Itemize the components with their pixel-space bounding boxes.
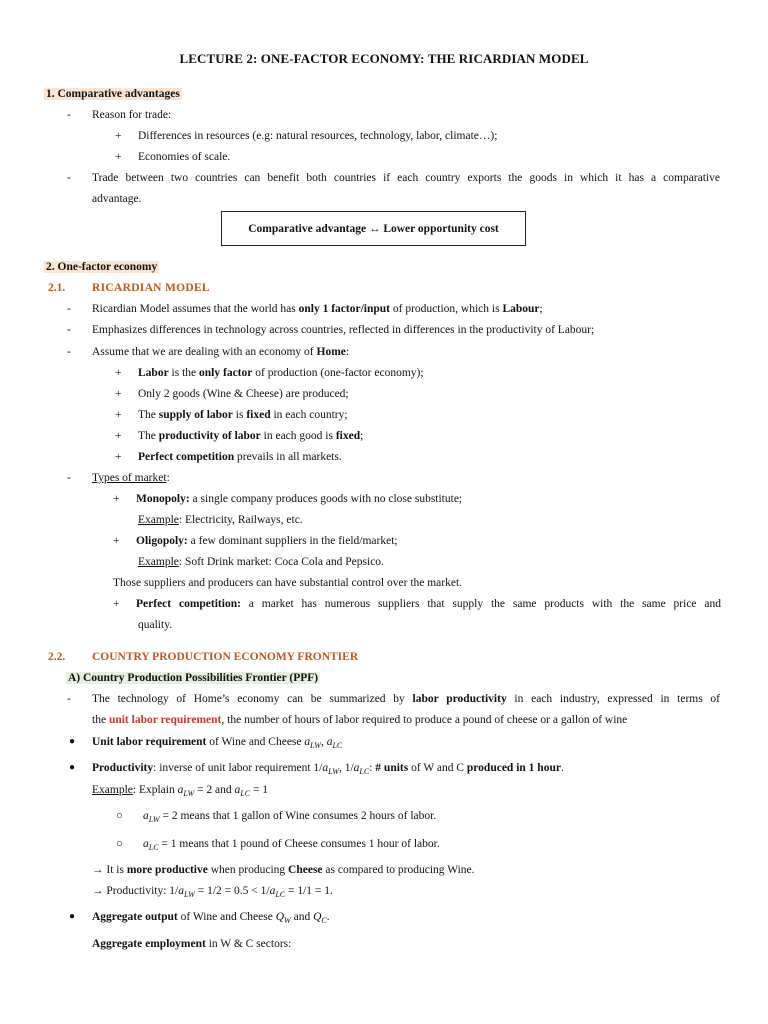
plus-bullet: +: [113, 598, 120, 610]
dash-bullet: -: [67, 693, 71, 705]
technology-differences: Emphasizes differences in technology across countries, reflected in differences in the productivity of Labour;: [92, 324, 595, 336]
section-1-heading: 1. Comparative advantages: [46, 88, 180, 100]
assumption-competition: Perfect competition prevails in all markets.: [138, 451, 342, 463]
market-control-note: Those suppliers and producers can have substantial control over the market.: [113, 577, 463, 589]
perfect-competition-definition-cont: quality.: [138, 619, 173, 631]
types-of-market: Types of market:: [92, 472, 170, 484]
subsection-2-1-title: RICARDIAN MODEL: [92, 282, 210, 294]
bullet-circle: ○: [116, 838, 123, 850]
ppf-heading: A) Country Production Possibilities Frontier (PPF): [68, 672, 319, 684]
productivity-example: Example: Explain $a_{LW} = 2$ and $a_{LC} = 1$: [92, 784, 269, 798]
perfect-competition-definition: Perfect competition: a market has numerous suppliers that supply the same products with the same price and: [136, 598, 721, 610]
plus-bullet: +: [115, 451, 122, 463]
subsection-2-1-number: 2.1.: [48, 282, 66, 294]
dash-bullet: -: [67, 172, 71, 184]
more-productive-cheese: → It is more productive when producing Cheese as compared to producing Wine.: [92, 864, 475, 876]
unit-labor-requirement-line: Unit labor requirement of Wine and Cheese $a_{LW}$, $a_{LC}$: [92, 736, 343, 750]
section-2-heading: 2. One-factor economy: [46, 261, 158, 273]
plus-bullet: +: [113, 493, 120, 505]
trade-benefit-line-1: Trade between two countries can benefit both countries if each country exports the goods in which it has a comparative: [92, 172, 720, 184]
alw-explanation: $a_{LW} = 2$ means that 1 gallon of Wine consumes 2 hours of labor.: [143, 810, 437, 824]
plus-bullet: +: [115, 130, 122, 142]
monopoly-example: Example: Electricity, Railways, etc.: [138, 514, 303, 526]
bullet-circle: ○: [116, 810, 123, 822]
dash-bullet: -: [67, 109, 71, 121]
assumption-labor: Labor is the only factor of production (one-factor economy);: [138, 367, 424, 379]
bullet-dot: ●: [69, 736, 76, 747]
dash-bullet: -: [67, 346, 71, 358]
aggregate-employment-line: Aggregate employment in W & C sectors:: [92, 938, 292, 950]
plus-bullet: +: [115, 409, 122, 421]
reason-for-trade: Reason for trade:: [92, 109, 172, 121]
dash-bullet: -: [67, 303, 71, 315]
plus-bullet: +: [115, 151, 122, 163]
reason-item-1: Differences in resources (e.g: natural resources, technology, labor, climate…);: [138, 130, 498, 142]
page-title: LECTURE 2: ONE-FACTOR ECONOMY: THE RICARDIAN MODEL: [179, 51, 589, 66]
oligopoly-example: Example: Soft Drink market: Coca Cola and Pepsico.: [138, 556, 384, 568]
plus-bullet: +: [113, 535, 120, 547]
dash-bullet: -: [67, 324, 71, 336]
technology-summary-line-1: The technology of Home’s economy can be summarized by labor productivity in each industry, expressed in terms of: [92, 693, 720, 705]
productivity-comparison: → Productivity: $1/a_{LW} = 1/2 = 0.5 < 1/a_{LC} = 1/1 = 1$.: [92, 885, 333, 899]
ricardian-assumption: Ricardian Model assumes that the world has only 1 factor/input of production, which is Labour;: [92, 303, 543, 315]
bullet-dot: ●: [69, 911, 76, 922]
productivity-line: Productivity: inverse of unit labor requirement $1/a_{LW}$, $1/a_{LC}$: # units of W and C produced in 1 hour.: [92, 762, 564, 776]
alc-explanation: $a_{LC} = 1$ means that 1 pound of Cheese consumes 1 hour of labor.: [143, 838, 440, 852]
plus-bullet: +: [115, 388, 122, 400]
reason-item-2: Economies of scale.: [138, 151, 231, 163]
plus-bullet: +: [115, 430, 122, 442]
subsection-2-2-number: 2.2.: [48, 651, 66, 663]
assumption-labor-supply: The supply of labor is fixed in each country;: [138, 409, 348, 421]
home-economy: Assume that we are dealing with an economy of Home:: [92, 346, 350, 358]
assumption-goods: Only 2 goods (Wine & Cheese) are produced;: [138, 388, 349, 400]
subsection-2-2-title: COUNTRY PRODUCTION ECONOMY FRONTIER: [92, 651, 359, 663]
aggregate-output-line: Aggregate output of Wine and Cheese $Q_W$ and $Q_C$.: [92, 911, 330, 925]
monopoly-definition: Monopoly: a single company produces goods with no close substitute;: [136, 493, 463, 505]
plus-bullet: +: [115, 367, 122, 379]
oligopoly-definition: Oligopoly: a few dominant suppliers in the field/market;: [136, 535, 398, 547]
comparative-advantage-box: Comparative advantage ↔ Lower opportunity cost: [221, 211, 526, 246]
dash-bullet: -: [67, 472, 71, 484]
trade-benefit-line-2: advantage.: [92, 193, 142, 205]
technology-summary-line-2: the unit labor requirement, the number of hours of labor required to produce a pound of cheese or a gallon of wine: [92, 714, 628, 726]
assumption-productivity: The productivity of labor in each good is fixed;: [138, 430, 364, 442]
bullet-dot: ●: [69, 762, 76, 773]
